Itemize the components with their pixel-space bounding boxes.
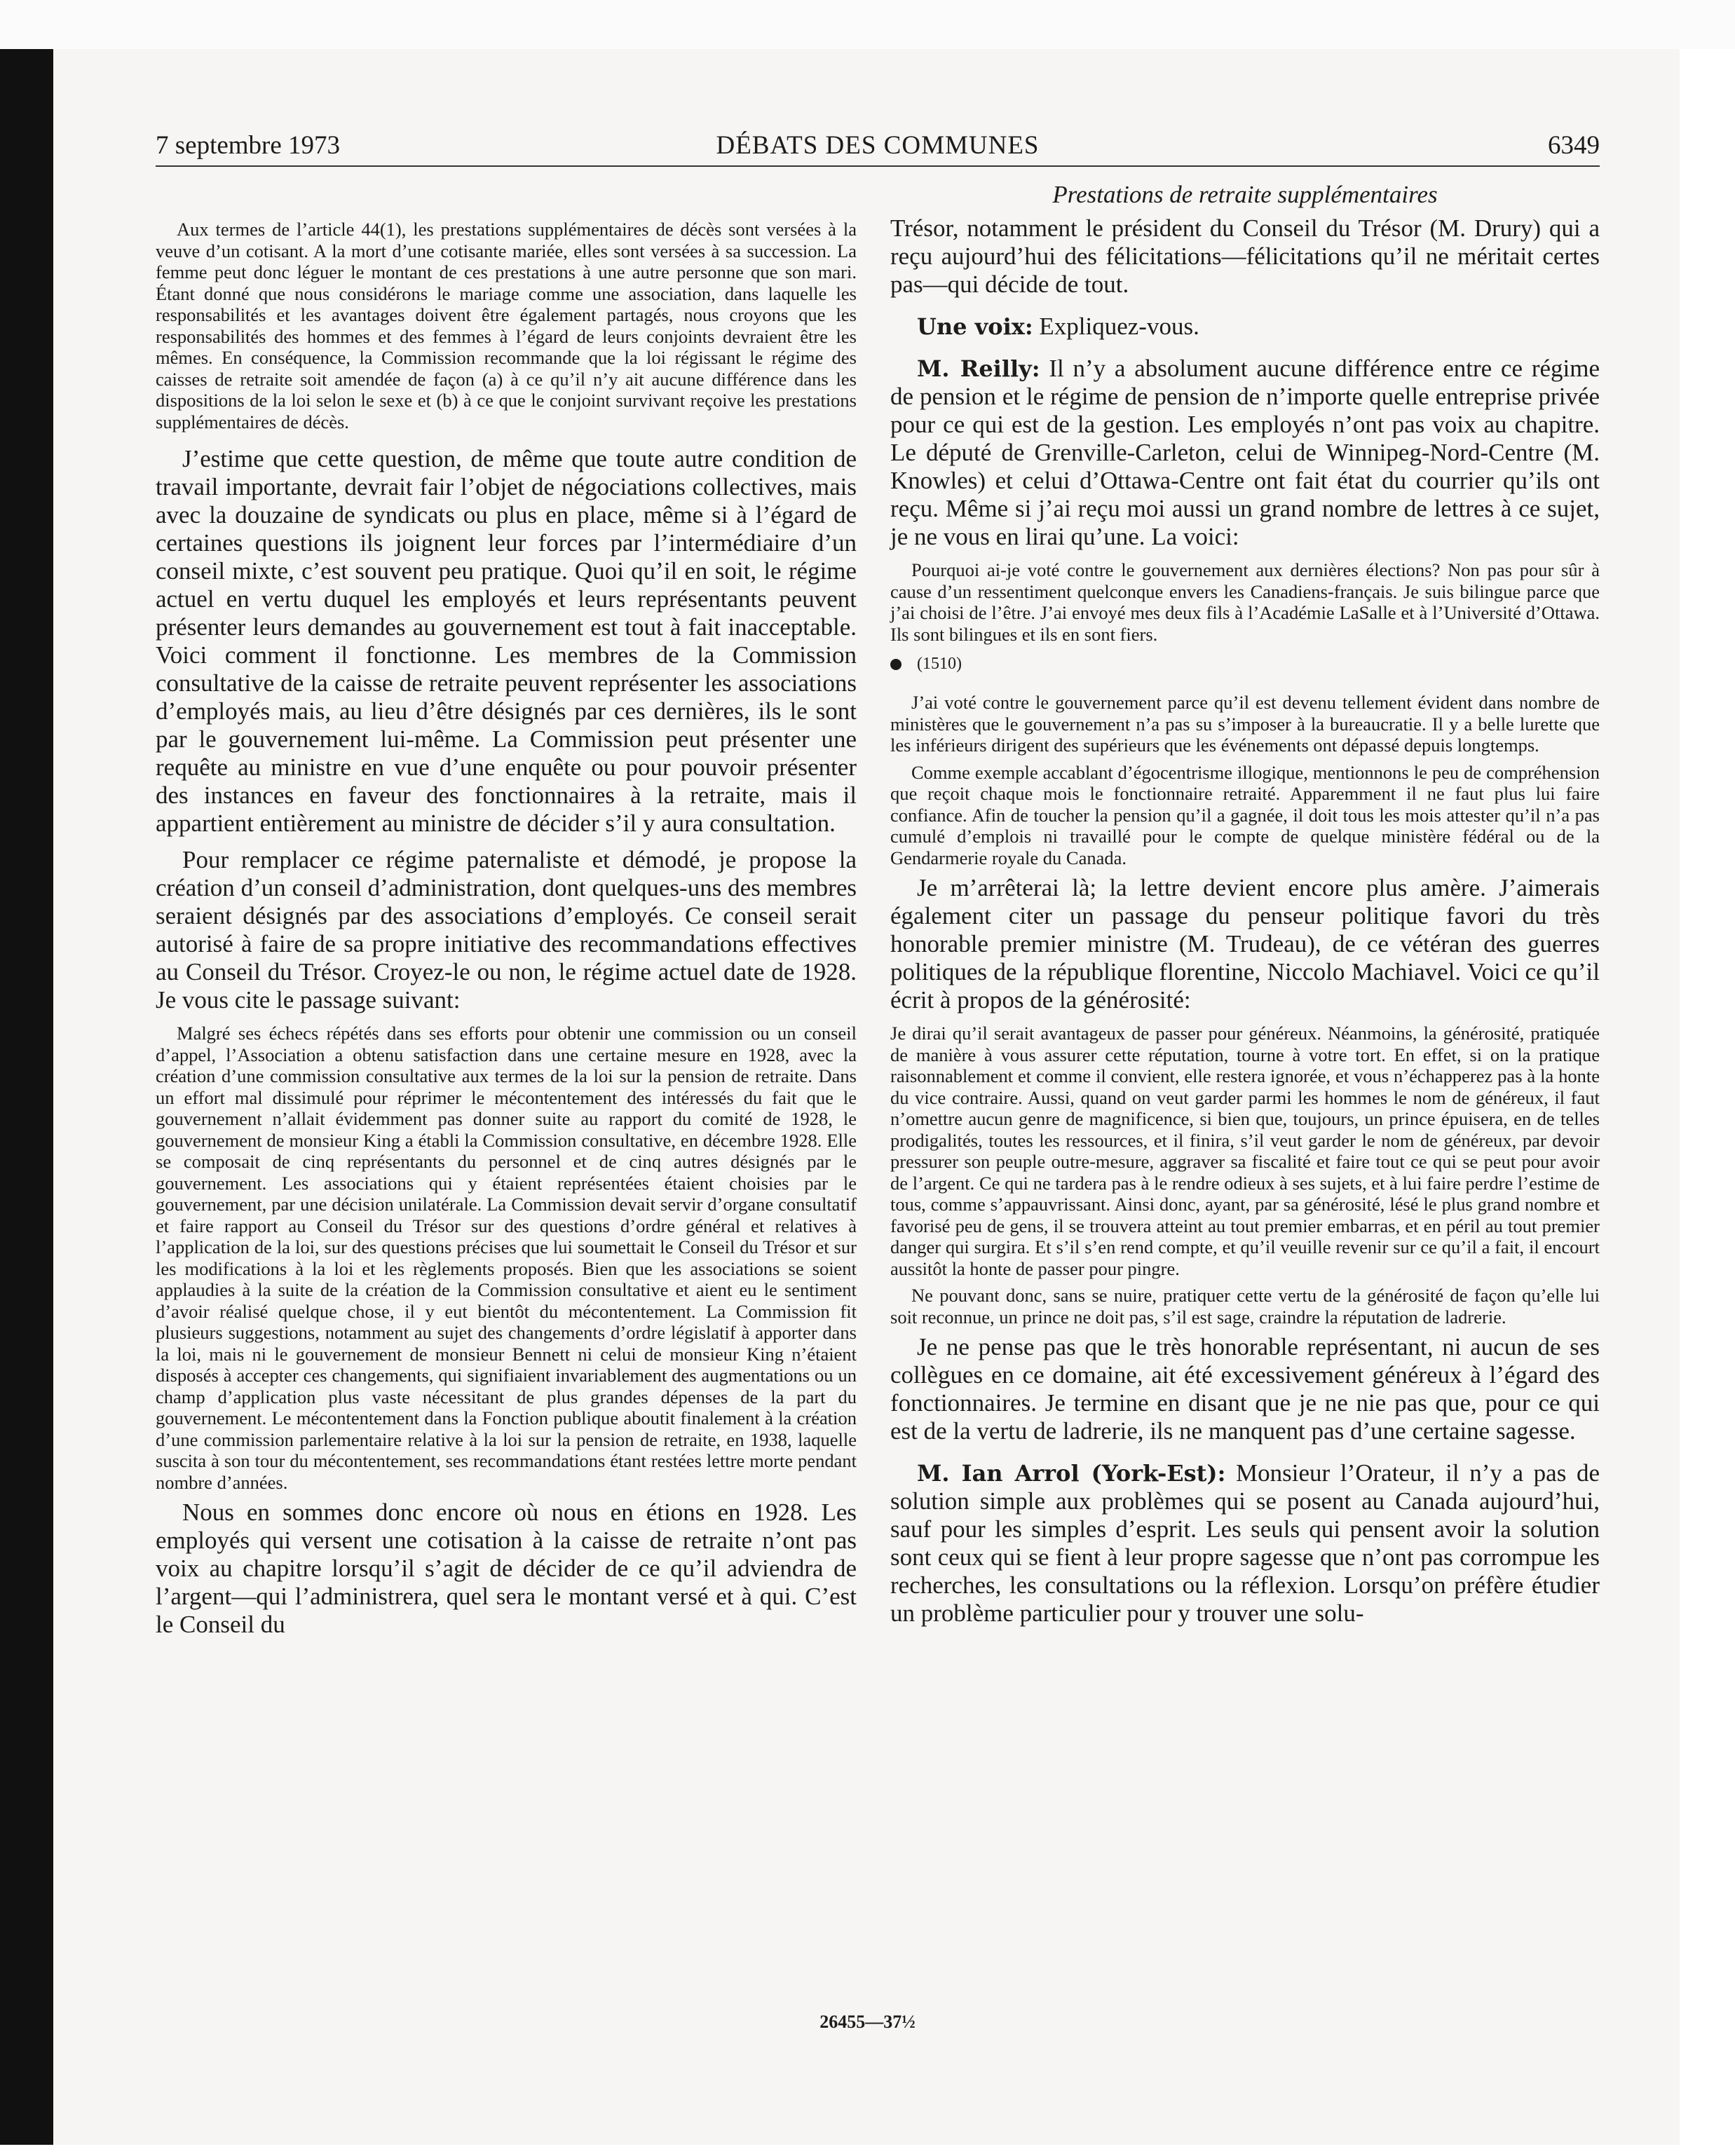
bullet-dot-icon — [890, 659, 901, 670]
letter-quote-1: Pourquoi ai-je voté contre le gouvernement aux dernières élections? Non pas pour sûr à cause d’un ressentiment quelconque envers les Canadiens-français. Je suis bilingue parce que j’ai choisi de l’être. J’ai envoyé mes deux fils à l’Académie LaSalle et à l’Université d’Ottawa. Ils sont bilingues et ils en sont fiers. — [890, 559, 1600, 645]
header-date: 7 septembre 1973 — [156, 131, 341, 160]
page-number: 6349 — [1548, 131, 1600, 160]
header-title: DÉBATS DES COMMUNES — [716, 131, 1040, 160]
arrol-speech — [890, 1459, 1600, 1628]
speaker-voice: Une voix: — [917, 313, 1033, 340]
reilly-speech — [890, 355, 1600, 551]
right-column — [890, 214, 1600, 1636]
header-rule — [156, 165, 1600, 167]
right-paragraph-2: Je m’arrêterai là; la lettre devient encore plus amère. J’aimerais également citer un passage du penseur politique favori du très honorable premier ministre (M. Trudeau), de ce vétéran des guerres politiques de la république florentine, Niccolo Machiavel. Voici ce qu’il écrit à propos de la générosité: — [890, 874, 1600, 1014]
scan-margin-top — [0, 0, 1735, 49]
left-paragraph-3: Pour remplacer ce régime paternaliste et démodé, je propose la création d’un conseil d’administration, dont quelques-uns des membres seraient désignés par des associations d’employés. Ce conseil serait autorisé à faire de sa propre initiative des recommandations effectives au Conseil du Trésor. Croyez-le ou non, le régime actuel date de 1928. Je vous cite le passage suivant: — [156, 846, 857, 1014]
right-paragraph-1: Trésor, notamment le président du Conseil du Trésor (M. Drury) qui a reçu aujourd’hui des félicitations—félicitations qu’il ne méritait certes pas—qui décide de tout. — [890, 214, 1600, 298]
section-title: Prestations de retraite supplémentaires — [1052, 181, 1438, 208]
speaker-reilly: M. Reilly: — [917, 355, 1040, 382]
left-column — [156, 219, 857, 1647]
reilly-text: Il n’y a absolument aucune différence entre ce régime de pension et le régime de pension de n’importe quelle entreprise privée pour ce qui est de la gestion. Les employés n’ont pas voix au chapitre. Le député de Grenville-Carleton, celui de Winnipeg-Nord-Centre (M. Knowles) et celui d’Ottawa-Centre ont fait état du courrier qu’ils ont reçu. Même si j’ai reçu moi aussi un grand nombre de lettres à ce sujet, je ne vous en lirai qu’une. La voici: — [890, 355, 1600, 550]
speaker-arrol: M. Ian Arrol (York-Est): — [917, 1460, 1226, 1487]
time-marker — [890, 655, 1600, 674]
page-header — [156, 130, 1600, 167]
left-quote-paragraph-1: Aux termes de l’article 44(1), les prestations supplémentaires de décès sont versées à la veuve d’un cotisant. A la mort d’une cotisante mariée, elles sont versées à sa succession. La femme peut donc léguer le montant de ces prestations à une autre personne que son mari. Étant donné que nous considérons le mariage comme une association, dans laquelle les responsabilités et les avantages doivent être également partagés, nous croyons que les responsabilités des hommes et des femmes à l’égard de leurs conjoints devraient être les mêmes. En conséquence, la Commission recommande que la loi régissant le régime des caisses de retraite soit amendée de façon (a) à ce qu’il n’y ait aucune différence dans les dispositions de la loi selon le sexe et (b) à ce que le conjoint survivant reçoive les prestations supplémentaires de décès. — [156, 219, 857, 432]
right-paragraph-3: Je ne pense pas que le très honorable représentant, ni aucun de ses collègues en ce domaine, ait été excessivement généreux à l’égard des fonctionnaires. Je termine en disant que je ne nie pas que, pour ce qui est de la vertu de ladrerie, ils ne manquent pas d’une certaine sagesse. — [890, 1333, 1600, 1445]
voice-intervention — [890, 313, 1600, 341]
time-marker-text: (1510) — [917, 655, 962, 673]
left-paragraph-4: Nous en sommes donc encore où nous en étions en 1928. Les employés qui versent une cotisation à la caisse de retraite n’ont pas voix au chapitre lorsqu’il s’agit de décider de ce qu’il adviendra de l’argent—qui l’administrera, quel sera le montant versé et à qui. C’est le Conseil du — [156, 1499, 857, 1638]
machiavel-quote-2: Ne pouvant donc, sans se nuire, pratiquer cette vertu de la générosité de façon qu’elle lui soit reconnue, un prince ne doit pas, s’il est sage, craindre la réputation de ladrerie. — [890, 1285, 1600, 1328]
letter-quote-3: Comme exemple accablant d’égocentrisme illogique, mentionnons le peu de compréhension que reçoit chaque mois le fonctionnaire retraité. Apparemment il ne faut plus lui faire confiance. Afin de toucher la pension qu’il a gagnée, il doit tous les mois attester qu’il n’a pas cumulé d’emplois ni travaillé pour le compte de quelque ministère fédéral ou de la Gendarmerie royale du Canada. — [890, 761, 1600, 868]
machiavel-quote-1: Je dirai qu’il serait avantageux de passer pour généreux. Néanmoins, la générosité, pratiquée de manière à vous assurer cette réputation, tourne à votre tort. En effet, si on la pratique raisonnablement et comme il convient, elle restera ignorée, et vous n’échapperez pas à la honte du vice contraire. Aussi, quand on veut garder parmi les hommes le nom de généreux, il faut n’omettre aucun genre de magnificence, si bien que, toujours, un prince épuisera, en de telles prodigalités, toutes les ressources, et il finira, s’il veut garder le nom de généreux, par devoir pressurer son peuple outre-mesure, aggraver sa fiscalité et faire tout ce qui se peut pour avoir de l’argent. Ce qui ne tardera pas à le rendre odieux à ses sujets, et à lui faire perdre l’estime de tous, comme s’appauvrissant. Ainsi donc, ayant, par sa générosité, lésé le plus grand nombre et favorisé peu de gens, il se trouvera atteint au tout premier embarras, et en péril au tout premier danger qui surgira. Et s’il s’en rend compte, et qu’il veuille revenir sur ce qu’il a fait, il encourt aussitôt la honte de passer pour pingre. — [890, 1023, 1600, 1279]
page-footer-code: 26455—37½ — [819, 2012, 916, 2032]
letter-quote-2: J’ai voté contre le gouvernement parce qu’il est devenu tellement évident dans nombre de ministères que le gouvernement n’a pas su s’imposer à la bureaucratie. Il y a belle lurette que les inférieurs dirigent des supérieurs que les événements ont dépassé depuis longtemps. — [890, 692, 1600, 756]
left-paragraph-2: J’estime que cette question, de même que toute autre condition de travail importante, devrait fair l’objet de négociations collectives, mais avec la douzaine de syndicats ou plus en place, même si à l’égard de certaines questions ils joignent leur forces par l’intermédiaire d’un conseil mixte, c’est souvent peu pratique. Quoi qu’il en soit, le régime actuel en vertu duquel les employés et leurs représentants peuvent présenter leurs demandes au gouvernement est tout à fait inacceptable. Voici comment il fonctionne. Les membres de la Commission consultative de la caisse de retraite peuvent représenter les associations d’employés mais, au lieu d’être désignés par ces dernières, ils le sont par le gouvernement lui-même. La Commission peut présenter une requête au ministre en vue d’une enquête ou pour pouvoir présenter des instances en faveur des fonctionnaires à la retraite, mais il appartient entièrement au ministre de décider s’il y aura consultation. — [156, 445, 857, 837]
left-quote-1928: Malgré ses échecs répétés dans ses efforts pour obtenir une commission ou un conseil d’appel, l’Association a obtenu satisfaction dans une certaine mesure en 1928, avec la création d’une commission consultative aux termes de la loi sur la pension de retraite. Dans un effort mal dissimulé pour réprimer le mécontentement des intéressés du fait que le gouvernement n’allait évidemment pas donner suite au rapport du comité de 1928, le gouvernement de monsieur King a établi la Commission consultative, en décembre 1928. Elle se composait de cinq représentants du personnel et de cinq autres désignés par le gouvernement. Les associations qui y étaient représentées étaient choisies par le gouvernement, par une décision unilatérale. La Commission devait servir d’organe consultatif et faire rapport au Conseil du Trésor sur des questions d’ordre général et relatives à l’application de la loi, sur des questions précises que lui soumettait le Conseil du Trésor et sur les modifications à la loi et les règlements proposés. Bien que les associations se soient applaudies à la suite de la création de la Commission consultative et aient eu le sentiment d’avoir réalisé quelque chose, il y eut bientôt du mécontentement. La Commission fit plusieurs suggestions, notamment au sujet des changements d’ordre législatif à apporter dans la loi, mais ni le gouvernement de monsieur Bennett ni celui de monsieur King n’étaient disposés à accepter ces changements, qui signifiaient invariablement des augmentations ou un champ d’application plus vaste nécessitant de plus grandes dépenses de la part du gouvernement. Le mécontentement dans la Fonction publique aboutit finalement à la création d’une commission parlementaire relative à la loi sur la pension de retraite, en 1938, laquelle suscita à son tour du mécontentement, ses recommandations étant restées lettre morte pendant nombre d’années. — [156, 1023, 857, 1493]
voice-text: Expliquez-vous. — [1039, 313, 1199, 340]
arrol-text: Monsieur l’Orateur, il n’y a pas de solution simple aux problèmes qui se posent au Canada aujourd’hui, sauf pour les simples d’esprit. Les seuls qui pensent avoir la solution sont ceux qui se fient à leur propre sagesse que n’ont pas corrompue les recherches, les consultations ou la réflexion. Lorsqu’on préfère étudier un problème particulier pour y trouver une solu- — [890, 1459, 1600, 1627]
scan-border-left — [0, 49, 53, 2145]
